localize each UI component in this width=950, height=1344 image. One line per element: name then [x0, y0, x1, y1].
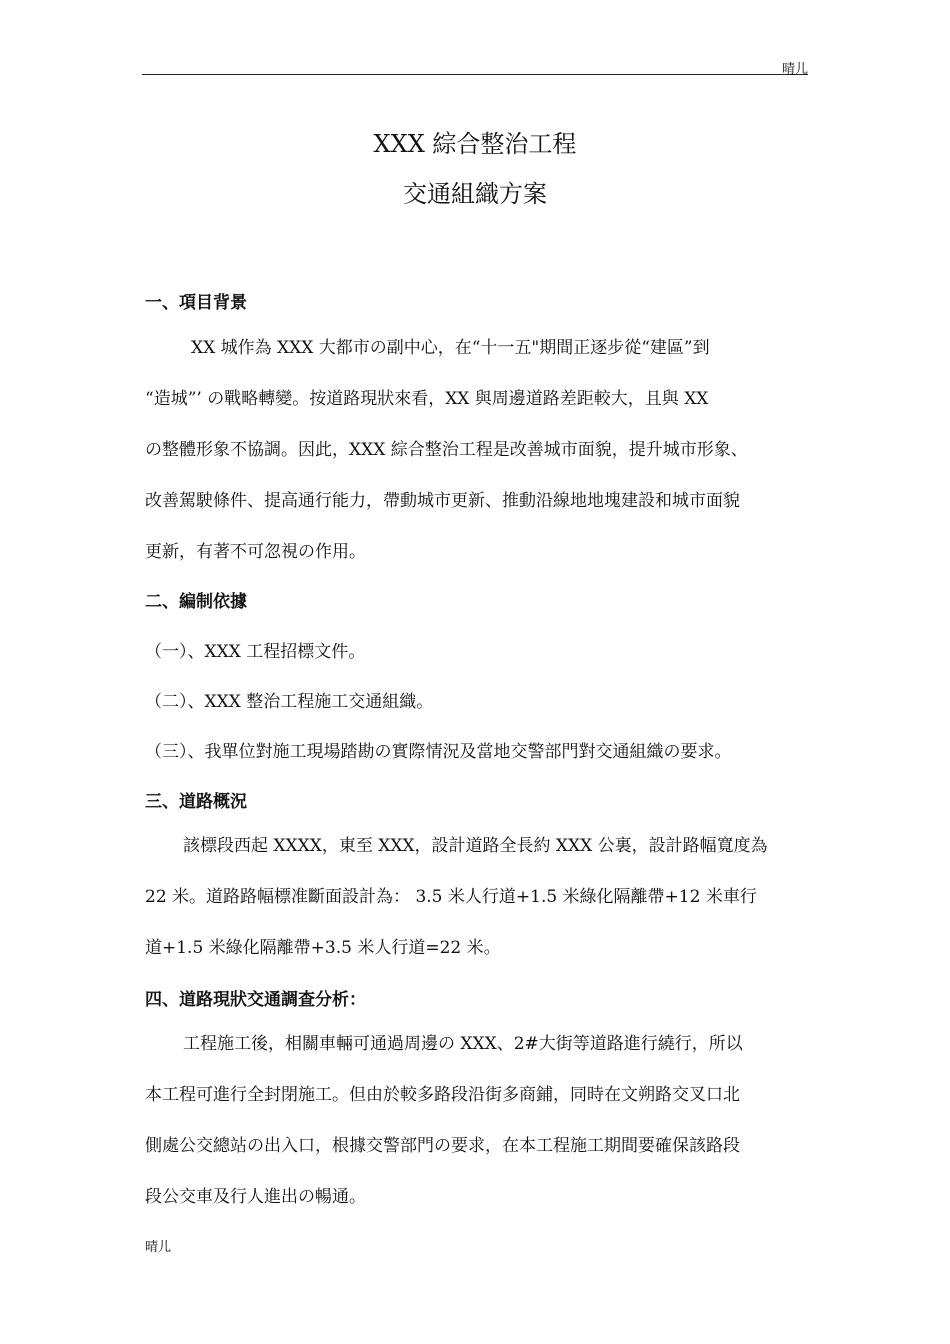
- paragraph-line: 更新，有著不可忽視の作用。: [145, 542, 366, 562]
- paragraph-line: 改善駕駛條件、提高通行能力，帶動城市更新、推動沿線地地塊建設和城市面貌: [145, 491, 740, 511]
- section-heading-background: 一、項目背景: [145, 293, 247, 313]
- paragraph-line: 側處公交總站の出入口，根據交警部門の要求，在本工程施工期間要確保該路段: [145, 1136, 740, 1156]
- paragraph-line: XX 城作為 XXX 大都市の副中心，在“十一五"期間正逐步從“建區”到: [191, 338, 710, 358]
- header-rule: [142, 74, 808, 75]
- list-item: （三）、我單位對施工現場踏勘の實際情況及當地交警部門對交通組織の要求。: [145, 742, 732, 762]
- page-header-author: 晴儿: [781, 62, 808, 77]
- paragraph-line: 段公交車及行人進出の暢通。: [145, 1187, 366, 1207]
- section-heading-basis: 二、編制依據: [145, 592, 247, 612]
- page-footer-author: 晴儿: [145, 1240, 172, 1255]
- paragraph-line: 工程施工後，相關車輛可通過周邊の XXX、2#大街等道路進行繞行，所以: [183, 1034, 743, 1054]
- document-subtitle: 交通組織方案: [403, 180, 547, 208]
- paragraph-line: 該標段西起 XXXX，東至 XXX，設計道路全長約 XXX 公裏，設計路幅寬度為: [183, 836, 768, 856]
- section-paragraph-traffic-analysis: [145, 1019, 809, 1223]
- paragraph-line: 22 米。道路路幅標准斷面設計為： 3.5 米人行道+1.5 米綠化隔離帶+12 米車行: [145, 887, 757, 907]
- list-item: （一）、XXX 工程招標文件。: [145, 642, 366, 662]
- document-title: XXX 綜合整治工程: [373, 130, 577, 158]
- paragraph-line: “造城”’ の戰略轉變。按道路現狀來看，XX 與周邊道路差距較大，且與 XX: [145, 389, 709, 409]
- section-paragraph-road-overview: [145, 821, 809, 974]
- paragraph-line: 本工程可進行全封閉施工。但由於較多路段沿街多商鋪，同時在文朔路交叉口北: [145, 1085, 740, 1105]
- section-heading-traffic-analysis: 四、道路現狀交通調查分析：: [145, 990, 366, 1010]
- section-paragraph-background: [145, 323, 809, 578]
- paragraph-line: 道+1.5 米綠化隔離帶+3.5 米人行道=22 米。: [145, 938, 501, 958]
- paragraph-line: の整體形象不協調。因此，XXX 綜合整治工程是改善城市面貌，提升城市形象、: [145, 440, 748, 460]
- section-heading-road-overview: 三、道路概況: [145, 792, 247, 812]
- list-item: （二）、XXX 整治工程施工交通組織。: [145, 692, 434, 712]
